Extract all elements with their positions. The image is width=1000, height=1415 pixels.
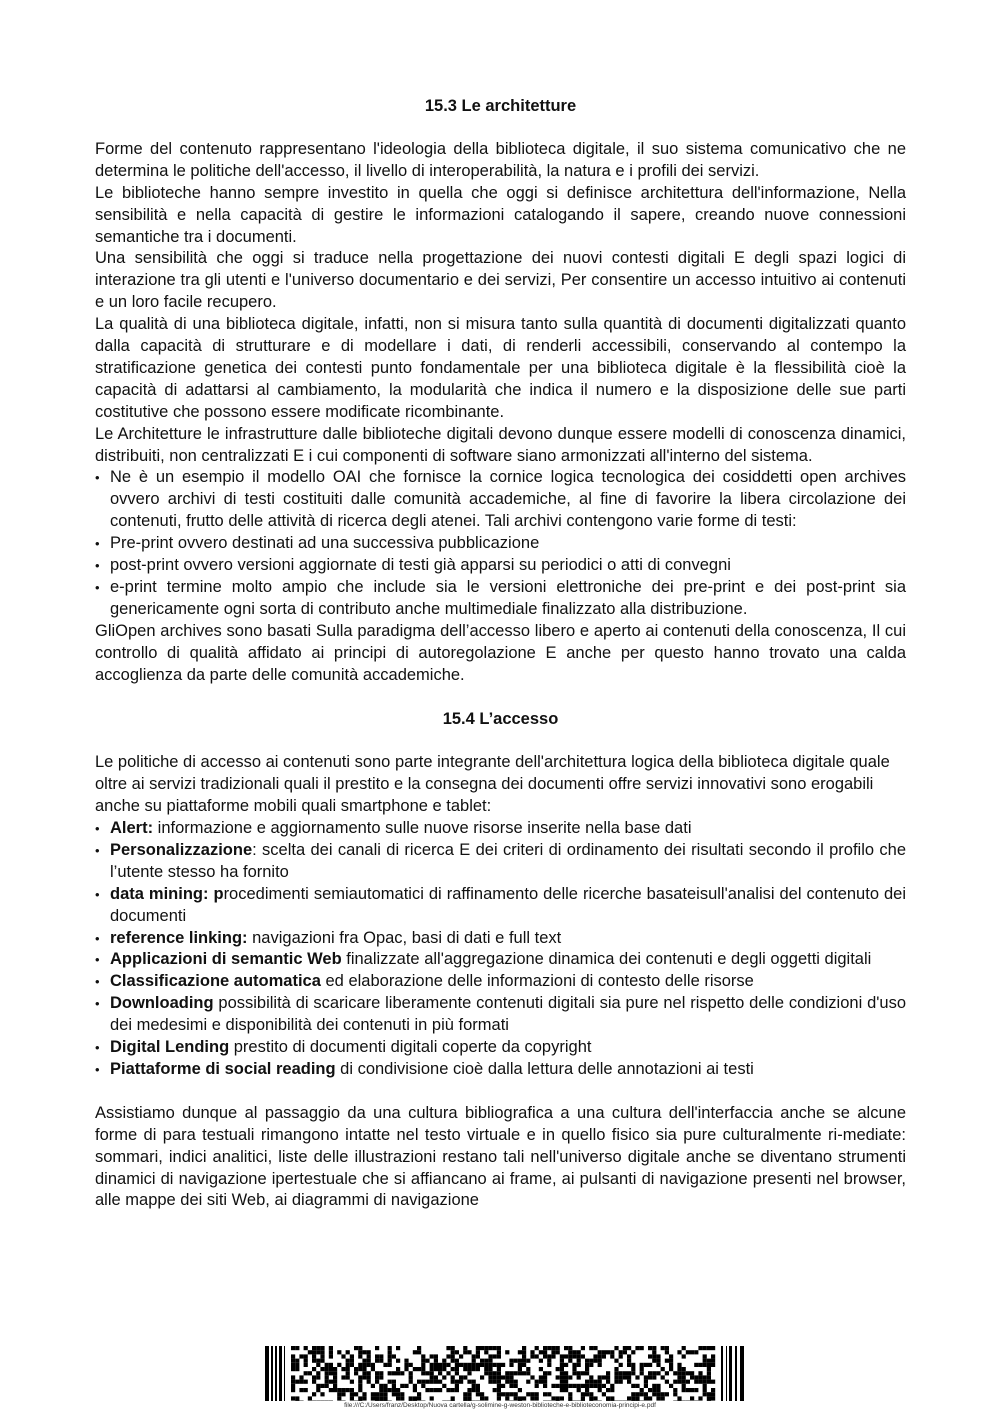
file-path-footer: file:///C:/Users/franz/Desktop/Nuova cartella/g-solimine-g-weston-biblioteche-e-biblioteconomia-principi-e.pdf bbox=[344, 1402, 656, 1409]
paragraph: Una sensibilità che oggi si traduce nella progettazione dei nuovi contesti digitali E degli spazi logici di interazione tra gli utenti e l'universo documentario e dei servizi, Per consentire un accesso intuitivo ai contenuti e un loro facile recupero. bbox=[95, 249, 906, 312]
list-item bbox=[95, 971, 906, 993]
paragraph: Forme del contenuto rappresentano l'ideologia della biblioteca digitale, il suo sistema comunicativo che ne determina le politiche dell'accesso, il livello di interoperabilità, la natura e i profili dei servizi. bbox=[95, 139, 906, 180]
list-item bbox=[95, 884, 906, 928]
bullet-icon: • bbox=[95, 580, 100, 596]
list-item-text: finalizzate all'aggregazione dinamica dei contenuti e degli oggetti digitali bbox=[341, 950, 872, 969]
bullet-icon: • bbox=[95, 1062, 100, 1078]
list-item bbox=[95, 840, 906, 884]
list-item-text: post-print ovvero versioni aggiornate di testi già apparsi su periodici o atti di convegni bbox=[110, 556, 731, 575]
bullet-icon: • bbox=[95, 996, 100, 1012]
list-item-term: data mining: p bbox=[110, 884, 224, 903]
paragraph: GliOpen archives sono basati Sulla paradigma dell’accesso libero e aperto ai contenuti della conoscenza, Il cui controllo di qualità affidato ai principi di autoregolazione E anche per questo hanno trovato una calda accoglienza da parte delle comunità accademiche. bbox=[95, 621, 906, 684]
list-item-text: Ne è un esempio il modello OAI che fornisce la cornice logica tecnologica dei cosiddetti open archives ovvero archivi di testi costituiti dalle comunità accademiche, al fine di favorire la libera circolazione dei contenuti, frutto delle attività di ricerca degli atenei. Tali archivi contengono varie forme di testi: bbox=[110, 468, 906, 531]
list-item bbox=[95, 1059, 906, 1081]
page-content bbox=[95, 95, 906, 1212]
bullet-icon: • bbox=[95, 1040, 100, 1056]
bullet-icon: • bbox=[95, 886, 100, 902]
list-item-text: : scelta dei canali di ricerca E dei criteri di ordinamento dei risultati secondo il profilo che l’utente stesso ha fornito bbox=[110, 840, 906, 881]
list-item bbox=[95, 1037, 906, 1059]
list-item-text: Pre-print ovvero destinati ad una successiva pubblicazione bbox=[110, 534, 540, 553]
list-item-term: Piattaforme di social reading bbox=[110, 1060, 336, 1079]
bullet-icon: • bbox=[95, 842, 100, 858]
list-item-term: Alert: bbox=[110, 819, 154, 838]
list-item-text: possibilità di scaricare liberamente contenuti digitali sia pure nel rispetto delle condizioni d'uso dei medesimi e disponibilità dei contenuti in più formati bbox=[110, 994, 906, 1035]
paragraph: Le Architetture le infrastrutture dalle biblioteche digitali devono dunque essere modelli di conoscenza dinamici, distribuiti, non centralizzati E i cui componenti di software siano armonizzati all'interno del sistema. bbox=[95, 424, 906, 465]
list-item bbox=[95, 533, 906, 555]
paragraph: La qualità di una biblioteca digitale, infatti, non si misura tanto sulla quantità di documenti digitalizzati quanto dalla capacità di strutturare e di modellare i dati, di renderli accessibili, conservando al contempo la stratificazione genetica dei contesti punto fondamentale per una biblioteca digitale è la flessibilità cioè la capacità di adattarsi al cambiamento, la modularità che indica il numero e la disposizione delle sue parti costitutive che possono essere modificate ricombinante. bbox=[95, 315, 906, 421]
list-item-text: rocedimenti semiautomatici di raffinamento delle ricerche basateisull'analisi del contenuto dei documenti bbox=[110, 884, 907, 925]
list-item bbox=[95, 928, 906, 950]
bullet-icon: • bbox=[95, 558, 100, 574]
list-item bbox=[95, 555, 906, 577]
paragraph: Le biblioteche hanno sempre investito in quella che oggi si definisce architettura dell'informazione, Nella sensibilità e nella capacità di gestire le informazioni catalogando il sapere, creando nuove connessioni semantiche tra i documenti. bbox=[95, 183, 906, 246]
paragraph: Le politiche di accesso ai contenuti sono parte integrante dell'architettura logica della biblioteca digitale quale oltre ai servizi tradizionali quali il prestito e la consegna dei documenti offre servizi innovativi sono erogabili anche su piattaforme mobili quali smartphone e tablet: bbox=[95, 753, 890, 816]
list-item-term: Applicazioni di semantic Web bbox=[110, 950, 342, 969]
2d-barcode-icon bbox=[265, 1346, 745, 1401]
bullet-icon: • bbox=[95, 930, 100, 946]
list-item-term: reference linking: bbox=[110, 928, 248, 947]
list-item-text: navigazioni fra Opac, basi di dati e full text bbox=[247, 928, 562, 947]
list-item bbox=[95, 949, 906, 971]
list-item-term: Classificazione automatica bbox=[110, 972, 321, 991]
bullet-list-archives bbox=[95, 467, 906, 620]
bullet-list-services bbox=[95, 818, 906, 1081]
bullet-icon: • bbox=[95, 974, 100, 990]
section-heading-architetture: 15.3 Le architetture bbox=[424, 97, 577, 115]
list-item bbox=[95, 577, 906, 621]
list-item-text: prestito di documenti digitali coperte da copyright bbox=[229, 1038, 592, 1057]
list-item-term: Digital Lending bbox=[110, 1038, 230, 1057]
list-item-text: di condivisione cioè dalla lettura delle annotazioni ai testi bbox=[335, 1060, 754, 1079]
bullet-icon: • bbox=[95, 536, 100, 552]
list-item bbox=[95, 467, 906, 533]
bullet-icon: • bbox=[95, 821, 100, 837]
list-item-text: ed elaborazione delle informazioni di contesto delle risorse bbox=[320, 972, 754, 991]
paragraph: Assistiamo dunque al passaggio da una cultura bibliografica a una cultura dell'interfaccia anche se alcune forme di para testuali rimangono intatte nel testo virtuale e in quello fisico sia pure culturalmente ri-mediate: sommari, indici analitici, liste delle illustrazioni restano tali nell'universo digitale anche se diventano strumenti dinamici di navigazione ipertestuale che si affiancano ai frame, ai pulsanti di navigazione presenti nel browser, alle mappe dei siti Web, ai diagrammi di navigazione bbox=[95, 1103, 906, 1210]
list-item bbox=[95, 993, 906, 1037]
list-item-term: Personalizzazione bbox=[110, 840, 253, 859]
bullet-icon: • bbox=[95, 470, 100, 486]
list-item bbox=[95, 818, 906, 840]
section-heading-accesso: 15.4 L’accesso bbox=[442, 710, 559, 729]
list-item-text: informazione e aggiornamento sulle nuove risorse inserite nella base dati bbox=[153, 819, 692, 838]
bullet-icon: • bbox=[95, 952, 100, 968]
list-item-term: Downloading bbox=[110, 994, 214, 1013]
list-item-text: e-print termine molto ampio che include sia le versioni elettroniche dei pre-print e dei post-print sia genericamente ogni sorta di contributo anche multimediale finalizzato alla distribuzione. bbox=[110, 578, 906, 618]
